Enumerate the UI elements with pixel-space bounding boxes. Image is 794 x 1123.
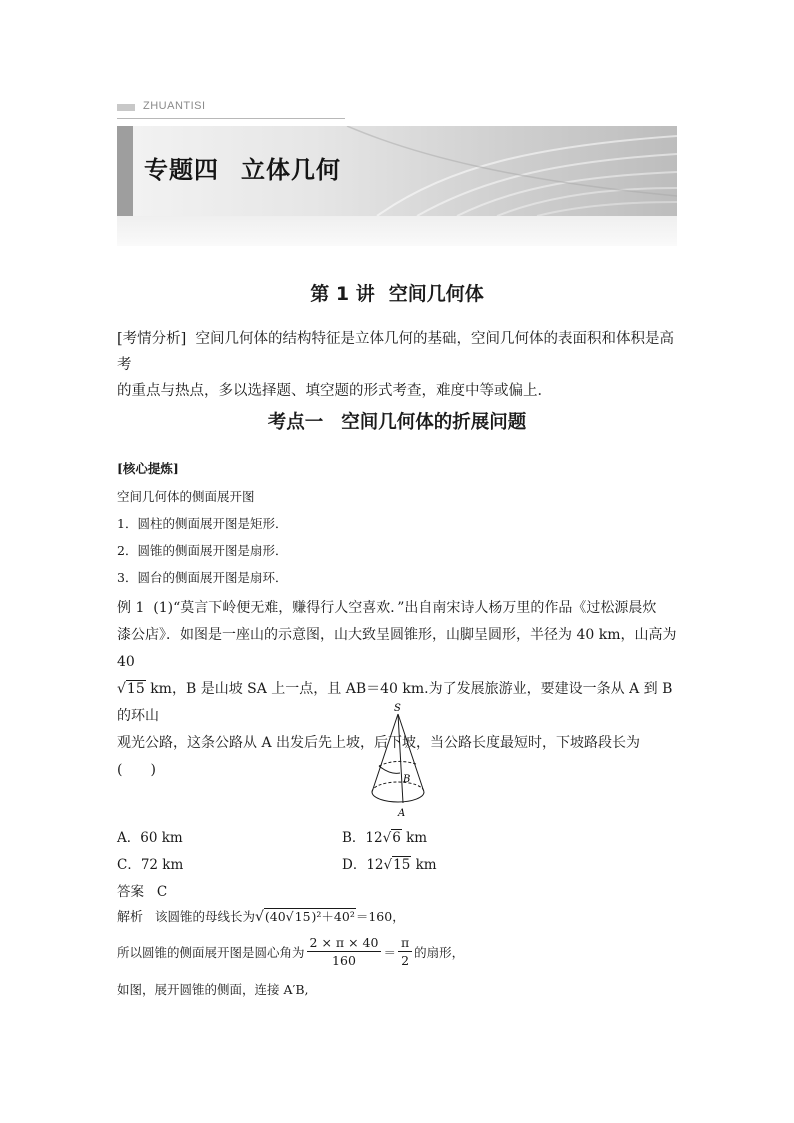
road-front [379,766,400,773]
option-b-prefix: B．12 [342,830,383,846]
label-apex-s: S [394,703,401,714]
solution-text-2: 所以圆锥的侧面展开图是圆心角为 [117,944,305,960]
cone-base-front [372,792,424,802]
example-line-2: 漆公店》．如图是一座山的示意图，山大致呈圆锥形，山脚呈圆形，半径为 40 km，山高为 40 [117,627,677,670]
lecture-number: 第 1 讲 [310,283,375,305]
option-a: A．60 km [117,830,183,846]
fraction-pi-half [398,934,412,969]
cone-base-back [372,782,424,792]
option-d-unit: km [411,857,437,873]
cone-left-edge [372,714,398,792]
solution-line-3: 如图，展开圆锥的侧面，连接 A′B, [117,982,309,997]
core-intro: 空间几何体的侧面展开图 [117,489,255,504]
solution-line-1: 解析 该圆锥的母线长为√(40√15)²＋40²＝160， [117,909,405,925]
header-bar-mark [117,104,135,111]
header-label: ZHUANTISI [143,100,206,112]
fraction-pi-denominator: 2 [401,953,410,968]
solution-text-1: 该圆锥的母线长为 [154,909,255,924]
solution-expr-b: )²＋40² [311,909,355,924]
solution-label: 解析 [117,910,144,925]
lecture-title [0,279,794,306]
core-item-2: 2．圆锥的侧面展开图是扇形． [117,543,288,558]
solution-inner-radicand: 15 [294,909,311,924]
solution-result-1: ＝160， [355,909,405,924]
option-d: D．12√15 km [342,857,437,873]
example-line-4: 观光公路，这条公路从 A 出发后先上坡，后下坡，当公路长度最短时，下坡路段长为( ) [117,735,641,778]
topic-name: 立体几何 [241,156,341,184]
answer-label: 答案 [117,884,144,900]
cone-figure [356,702,446,820]
solution-line-2 [117,934,464,969]
example-text-1: (1)“莫言下岭便无难，赚得行人空喜欢．”出自南宋诗人杨万里的作品《过松源晨炊 [153,600,657,616]
fraction-pi-numerator: π [398,934,412,952]
topic-title [144,150,341,185]
analysis-text-1: 空间几何体的结构特征是立体几何的基础，空间几何体的表面积和体积是高考 [117,331,675,373]
example-radicand: 15 [126,681,145,697]
option-d-prefix: D．12 [342,857,384,873]
example-label: 例 1 [117,600,145,616]
answer-value: C [156,884,168,900]
header-divider [117,118,345,119]
option-d-radicand: 15 [393,857,411,873]
lecture-name: 空间几何体 [388,283,484,305]
solution-text-2-end: 的扇形， [414,944,465,960]
solution-radical-expr: (40√15)²＋40² [264,909,355,924]
option-c: C．72 km [117,857,184,873]
section-name: 空间几何体的折展问题 [341,412,527,433]
example-text-3: km，B 是山坡 SA 上一点，且 AB＝40 km.为了发展旅游业，要建设一条从 A 到 B 的环山 [117,681,673,724]
answer-line [117,880,167,900]
section-number: 考点一 [267,412,324,433]
banner-left-accent [117,126,133,216]
option-b: B．12√6 km [342,830,428,846]
fraction-angle-denominator: 160 [332,953,356,968]
analysis-paragraph [117,326,677,404]
example-line-3: √15 km，B 是山坡 SA 上一点，且 AB＝40 km.为了发展旅游业，要建设一条从 A 到 B 的环山 [117,681,673,724]
fraction-angle-numerator: 2 × π × 40 [307,934,382,952]
core-item-1: 1．圆柱的侧面展开图是矩形． [117,516,288,531]
example-line-1 [117,595,677,622]
banner-shadow [117,216,677,246]
topic-number: 专题四 [144,156,219,184]
core-tag: [核心提炼] [117,461,179,476]
section-title [0,408,794,434]
solution-expr-a: (40 [264,909,286,924]
solution-equals: ＝ [383,944,396,960]
option-b-radicand: 6 [392,830,401,846]
label-point-a: A [398,808,406,819]
core-item-3: 3．圆台的侧面展开图是扇环． [117,570,288,585]
analysis-line-2: 的重点与热点，多以选择题、填空题的形式考查，难度中等或偏上． [117,383,552,399]
fraction-angle [307,934,382,969]
analysis-tag: [考情分析] [117,331,187,347]
option-b-unit: km [401,830,428,846]
analysis-line-1 [117,326,677,378]
label-point-b: B [403,774,411,785]
road-back [379,761,416,766]
